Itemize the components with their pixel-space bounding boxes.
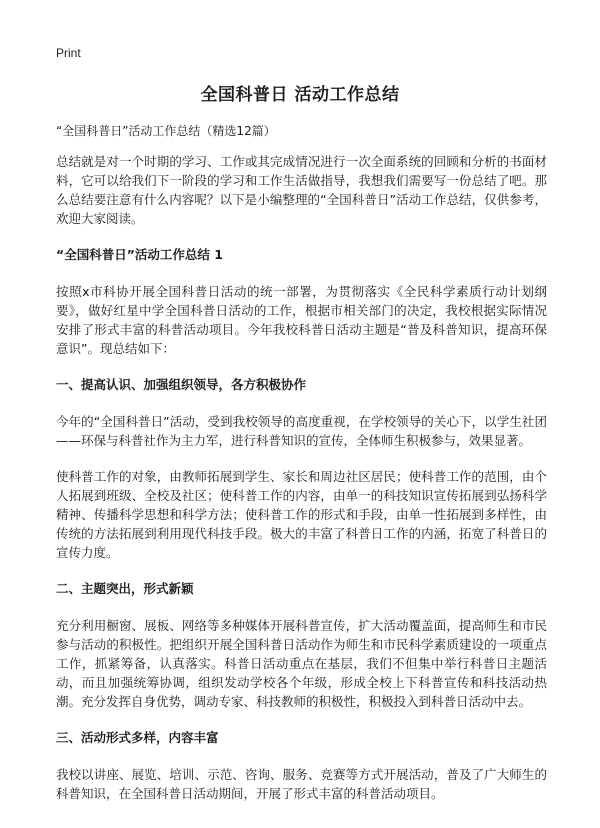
section-title: “全国科普日”活动工作总结 1 bbox=[56, 247, 223, 262]
heading-one: 一、提高认识、加强组织领导，各方积极协作 bbox=[56, 377, 307, 392]
document-body bbox=[56, 152, 547, 820]
intro-paragraph: 总结就是对一个时期的学习、工作或其完成情况进行一次全面系统的回顾和分析的书面材料，它可以给我们下一阶段的学习和工作生活做指导，我想我们需要写一份总结了吧。那么总结要注意有什么内容呢？以下是小编整理的“全国科普日”活动工作总结，仅供参考，欢迎大家阅读。 bbox=[56, 154, 547, 226]
paragraph-one: 今年的“全国科普日”活动，受到我校领导的高度重视，在学校领导的关心下，以学生社团——环保与科普社作为主力军，进行科普知识的宣传，全体师生积极参与，效果显著。 bbox=[56, 414, 547, 448]
paragraph-three: 充分利用橱窗、展板、网络等多种媒体开展科普宣传，扩大活动覆盖面，提高师生和市民参与活动的积极性。把组织开展全国科普日活动作为师生和市民科学素质建设的一项重点工作，抓紧筹备，认真落实。科普日活动重点在基层，我们不但集中举行科普日主题活动，而且加强统筹协调，组织发动学校各个年级，形成全校上下科普宣传和科技活动热潮。充分发挥自身优势，调动专家、科技教师的积极性，积极投入到科普日活动中去。 bbox=[56, 618, 547, 709]
document-title: 全国科普日 活动工作总结 bbox=[200, 85, 400, 105]
paragraph-two: 使科普工作的对象，由教师拓展到学生、家长和周边社区居民；使科普工作的范围，由个人拓展到班级、全校及社区；使科普工作的内容，由单一的科技知识宣传拓展到弘扬科学精神、传播科学思想和科学方法；使科普工作的形式和手段，由单一性拓展到多样性，由传统的方法拓展到利用现代科技手段。极大的丰富了科普日工作的内涵，拓宽了科普日的宣传力度。 bbox=[56, 469, 547, 560]
document-subtitle: “全国科普日”活动工作总结（精选12篇） bbox=[56, 124, 276, 138]
section-intro-paragraph: 按照x市科协开展全国科普日活动的统一部署，为贯彻落实《全民科学素质行动计划纲要》，做好红星中学全国科普日活动的工作，根据市相关部门的决定，我校根据实际情况安排了形式丰富的科普活动项目。今年我校科普日活动主题是“普及科普知识，提高环保意识”。现总结如下： bbox=[56, 284, 547, 356]
heading-three: 三、活动形式多样，内容丰富 bbox=[56, 730, 219, 745]
heading-two: 二、主题突出，形式新颖 bbox=[56, 581, 194, 596]
paragraph-four: 我校以讲座、展览、培训、示范、咨询、服务、竞赛等方式开展活动，普及了广大师生的科普知识，在全国科普日活动期间，开展了形式丰富的科普活动项目。 bbox=[56, 767, 547, 801]
print-link[interactable]: Print bbox=[56, 46, 81, 60]
